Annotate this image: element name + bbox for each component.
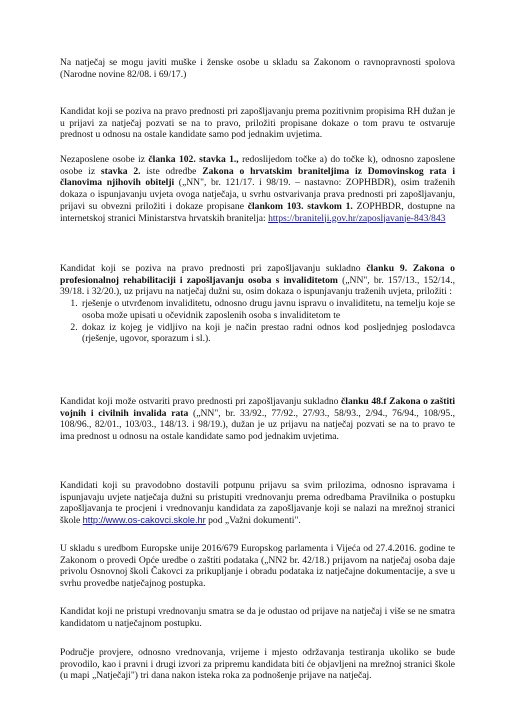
bold-text: stavka 2. [100, 165, 141, 177]
bold-text: članka 102. stavka 1., [148, 154, 239, 165]
bold-text: člankom 103. stavkom 1. [247, 200, 353, 212]
paragraph-withdrawal: Kandidat koji ne pristupi vrednovanju smatra se da je odustao od prijave na natječaj i više se ne smatra kandidatom u natječajnom postupku. [60, 606, 455, 629]
paragraph-evaluation [60, 480, 455, 527]
paragraph-veterans [60, 154, 455, 224]
text: („NN", br. 33/92., 77/92., 27/93., 58/93., 2/94., 76/94., 108/95., 108/96., 82/01., 103/03., 148/13. i 98/19.), dužan je uz prijavu na natječaj pozvati se na to pravo te ima prednost u odnosu na ostale kandidate samo pod jednakim uvjetima. [60, 407, 455, 443]
text: Kandidati koji su pravodobno dostavili potpunu prijavu sa svim prilozima, odnosno ispravama i ispunjavaju uvjete natječaja dužni su pristupiti vrednovanju prema odredbama Pravilnika o postupku zapošljavanja te procjeni i vrednovanju kandidata za zapošljavanje koji se nalazi na mrežnoj stranici škole [60, 480, 455, 527]
branitelji-link[interactable]: https://branitelji.gov.hr/zaposljavanje-843/843 [268, 212, 446, 224]
text: redoslijedom točke a) do točke k), odnosno zaposlene osobe iz [60, 154, 456, 177]
text: („NN", br. 121/17. i 98/19. – nastavno: ZOPHBDR), osim traženih dokaza o ispunjavanju uvjeta ovoga natječaja, u svrhu ostvarivanja prava prednosti pri zapošljavanju, prijavi su obvezni priložiti i dokaze propisane [60, 177, 455, 212]
text: Kandidat koji se poziva na pravo prednosti pri zapošljavanju sukladno [60, 263, 367, 274]
text: pod „Važni dokumenti". [205, 515, 301, 527]
text: ZOPHBDR, dostupne na internetskoj stranici Ministarstva hrvatskih branitelja: [60, 200, 455, 224]
paragraph-priority-right: Kandidat koji se poziva na pravo prednosti pri zapošljavanju prema pozitivnim propisima RH dužan je u prijavi za natječaj pozvati se na to pravo, priložiti propisane dokaze o tom pravu te ostvaruje prednost u odnosu na ostale kandidate samo pod jednakim uvjetima. [60, 106, 455, 141]
required-documents-list [60, 298, 455, 345]
paragraph-disability [60, 263, 455, 345]
bold-text: članku 48.f Zakona o zaštiti vojnih i civilnih invalida rata [60, 396, 455, 419]
list-item: 1. rješenje o utvrđenom invaliditetu, odnosno drugu javnu ispravu o invaliditetu, na temelju koje se osoba može upisati u očevidnik zaposlenih osoba s invaliditetom te [80, 298, 455, 321]
text: Kandidat koji može ostvariti pravo prednosti pri zapošljavanju sukladno [60, 396, 342, 407]
list-item: 2. dokaz iz kojeg je vidljivo na koji je način prestao radni odnos kod posljednjeg poslodavca (rješenje, ugovor, sporazum i sl.). [80, 322, 455, 345]
text: Nezaposlene osobe iz [60, 154, 149, 165]
school-website-link[interactable]: http://www.os-cakovci.skole.hr [82, 515, 206, 526]
disability-intro [60, 263, 455, 298]
paragraph-war-invalids [60, 396, 455, 443]
paragraph-gdpr: U skladu s uredbom Europske unije 2016/679 Europskog parlamenta i Vijeća od 27.4.2016. godine te Zakonom o provedi Opće uredbe o zaštiti podataka („NN2 br. 42/18.) prijavom na natječaj osoba daje privolu Osnovnoj školi Čakovci za prikupljanje i obradu podataka iz natječajne dokumentacije, a sve u svrhu provedbe natječajnog postupka. [60, 543, 455, 590]
paragraph-testing-area: Područje provjere, odnosno vrednovanja, vrijeme i mjesto održavanja testiranja ukoliko se bude provodilo, kao i pravni i drugi izvori za pripremu kandidata biti će objavljeni na mrežnoj stranici škole (u mapi „Natječaji") tri dana nakon isteka roka za podnošenje prijave na natječaj. [60, 647, 455, 682]
bold-text: članku 9. Zakona o profesionalnoj rehabilitaciji i zapošljavanju osoba s invaliditetom [60, 263, 455, 286]
paragraph-gender-equality: Na natječaj se mogu javiti muške i ženske osobe u skladu sa Zakonom o ravnopravnosti spolova (Narodne novine 82/08. i 69/17.) [60, 57, 455, 80]
text: iste odredbe [140, 165, 203, 177]
text: („NN", br. 157/13., 152/14., 39/18. i 32/20.), uz prijavu na natječaj dužni su, osim dokaza o ispunjavanju traženih uvjeta, priložiti : [60, 274, 455, 298]
bold-text: Zakona o hrvatskim braniteljima iz Domovinskog rata i članovima njihovih obitelji [60, 165, 455, 189]
